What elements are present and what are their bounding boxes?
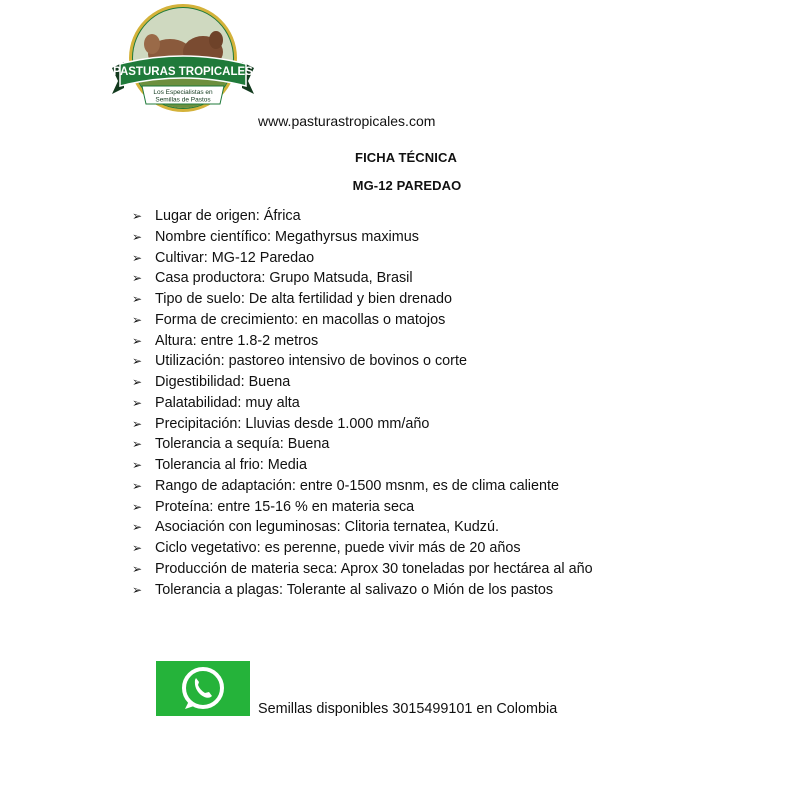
spec-text: Tolerancia al frio: Media [155, 457, 307, 473]
arrow-bullet-icon: ➢ [132, 437, 143, 452]
spec-text: Tolerancia a plagas: Tolerante al salivazo o Mión de los pastos [155, 581, 554, 598]
spec-text: Altura: entre 1.8-2 metros [155, 332, 319, 349]
logo-brand-text: PASTURAS TROPICALES [113, 66, 253, 78]
logo-emblem-icon [108, 4, 258, 124]
spec-text: Tolerancia a sequía: Buena [155, 436, 330, 453]
spec-item [132, 414, 772, 435]
spec-text: Producción de materia seca: Aprox 30 toneladas por hectárea al año [155, 560, 593, 577]
spec-item [132, 538, 772, 559]
spec-text: Utilización: pastoreo intensivo de bovinos o corte [155, 353, 467, 370]
spec-text: Cultivar: MG-12 Paredao [155, 249, 315, 266]
spec-item [132, 497, 772, 518]
arrow-bullet-icon: ➢ [132, 354, 143, 369]
spec-text: Rango de adaptación: entre 0-1500 msnm, es de clima caliente [155, 477, 559, 494]
arrow-bullet-icon: ➢ [132, 395, 143, 410]
spec-item [132, 248, 772, 269]
arrow-bullet-icon: ➢ [132, 292, 143, 306]
arrow-bullet-icon: ➢ [132, 582, 143, 597]
logo-tagline-1: Los Especialistas en [153, 89, 213, 96]
spec-item [132, 227, 772, 248]
spec-text: Forma de crecimiento: en macollas o matojos [155, 311, 446, 328]
arrow-bullet-icon: ➢ [132, 478, 143, 493]
sheet-title: FICHA TÉCNICA [355, 150, 457, 165]
spec-text: Palatabilidad: muy alta [155, 394, 300, 411]
contact-text: Semillas disponibles 3015499101 en Colombia [258, 701, 558, 717]
spec-text: Tipo de suelo: De alta fertilidad y bien drenado [155, 291, 453, 307]
arrow-bullet-icon: ➢ [132, 209, 143, 223]
arrow-bullet-icon: ➢ [132, 499, 143, 514]
spec-text: Ciclo vegetativo: es perenne, puede vivir más de 20 años [155, 540, 521, 556]
spec-text: Asociación con leguminosas: Clitoria ternatea, Kudzú. [155, 519, 499, 536]
pasturas-tropicales-logo [108, 4, 258, 124]
arrow-bullet-icon: ➢ [132, 561, 143, 576]
arrow-bullet-icon: ➢ [132, 520, 143, 535]
spec-list [132, 206, 772, 600]
spec-item [132, 580, 772, 601]
spec-text: Precipitación: Lluvias desde 1.000 mm/año [155, 415, 430, 432]
spec-text: Casa productora: Grupo Matsuda, Brasil [155, 270, 413, 287]
spec-text: Digestibilidad: Buena [155, 374, 291, 390]
arrow-bullet-icon: ➢ [132, 229, 143, 244]
whatsapp-icon[interactable] [156, 661, 250, 716]
spec-item [132, 268, 772, 289]
arrow-bullet-icon: ➢ [132, 416, 143, 431]
spec-item [132, 517, 772, 538]
spec-item [132, 289, 772, 310]
arrow-bullet-icon: ➢ [132, 250, 143, 265]
spec-item [132, 310, 772, 331]
arrow-bullet-icon: ➢ [132, 312, 143, 327]
spec-item [132, 455, 772, 476]
spec-text: Nombre científico: Megathyrsus maximus [155, 228, 419, 245]
website-link[interactable]: www.pasturastropicales.com [258, 113, 436, 129]
spec-item [132, 372, 772, 393]
arrow-bullet-icon: ➢ [132, 333, 143, 348]
spec-item [132, 206, 772, 227]
spec-item [132, 559, 772, 580]
arrow-bullet-icon: ➢ [132, 375, 143, 389]
spec-item [132, 351, 772, 372]
spec-item [132, 476, 772, 497]
logo-tagline-2: Semillas de Pastos [155, 96, 211, 104]
spec-item [132, 434, 772, 455]
spec-item [132, 331, 772, 352]
spec-item [132, 393, 772, 414]
product-name: MG-12 PAREDAO [352, 178, 462, 193]
spec-text: Lugar de origen: África [155, 208, 301, 224]
arrow-bullet-icon: ➢ [132, 541, 143, 555]
spec-text: Proteína: entre 15-16 % en materia seca [155, 498, 415, 515]
arrow-bullet-icon: ➢ [132, 271, 143, 286]
arrow-bullet-icon: ➢ [132, 458, 143, 472]
